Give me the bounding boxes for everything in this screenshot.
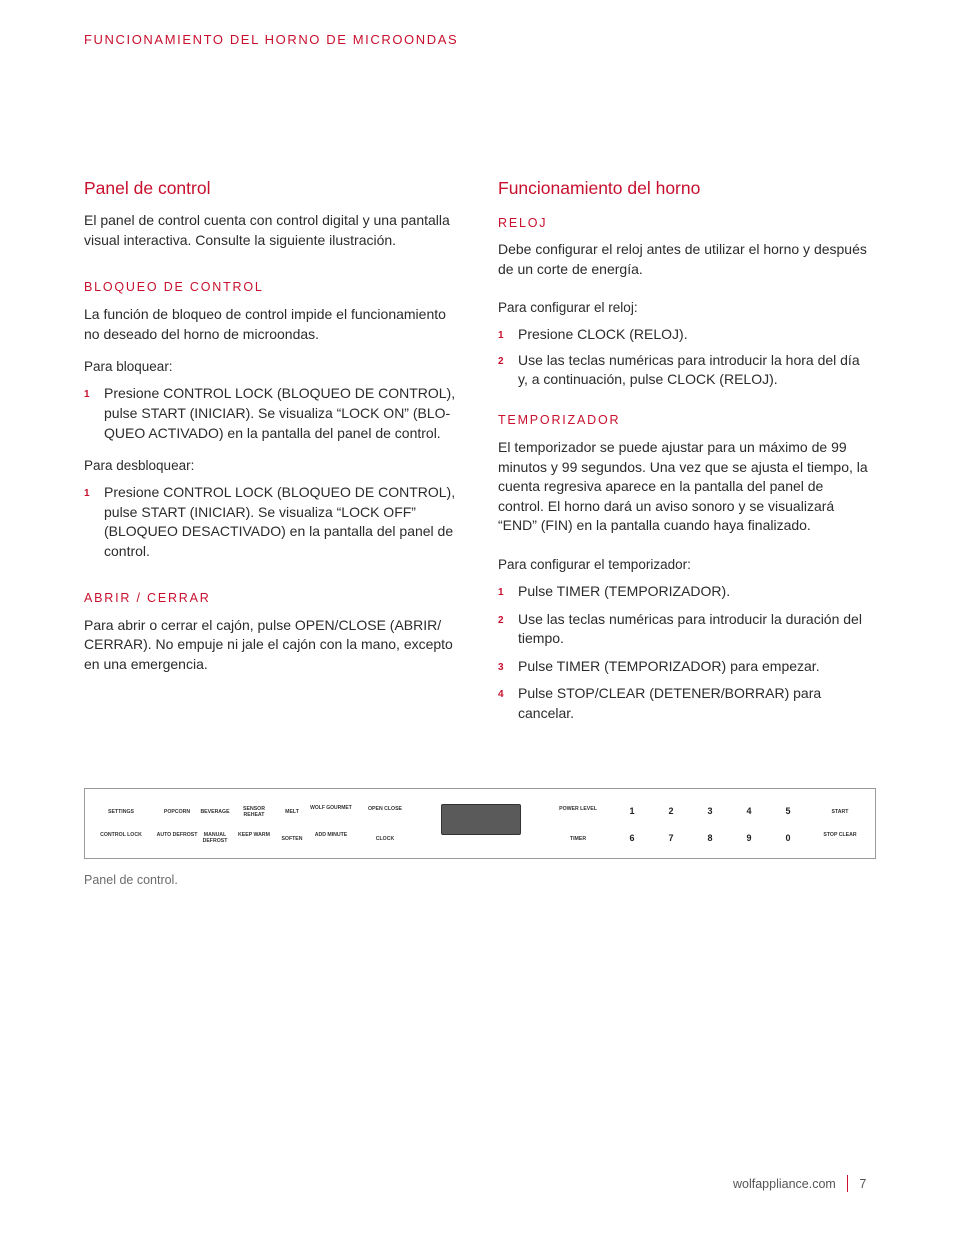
open-heading: ABRIR / CERRAR	[84, 590, 211, 605]
page-number: 7	[859, 1176, 867, 1191]
add-minute-key: ADD MINUTE	[314, 832, 348, 838]
auto-defrost-key: AUTO DEFROST	[156, 832, 198, 838]
list-item: 2 Use las teclas numéricas para introducir la duración del tiempo.	[498, 610, 862, 647]
clock-text: Debe configurar el reloj antes de utilizar el horno y después de un corte de energía.	[498, 241, 867, 277]
list-item: 3 Pulse TIMER (TEMPORIZADOR) para empezar.	[498, 657, 820, 674]
digit-key: 9	[746, 833, 752, 843]
digit-key: 2	[668, 806, 674, 816]
beverage-key: BEVERAGE	[200, 809, 230, 815]
control-lock-key: CONTROL LOCK	[100, 832, 142, 838]
melt-key: MELT	[285, 809, 299, 815]
list-item: 1 Presione CLOCK (RELOJ).	[498, 326, 688, 343]
timer-key: TIMER	[569, 836, 587, 842]
section-header: FUNCIONAMIENTO DEL HORNO DE MICROONDAS	[84, 32, 459, 47]
popcorn-key: POPCORN	[163, 809, 191, 815]
stop-clear-key: STOP CLEAR	[823, 832, 857, 838]
settings-key: SETTINGS	[108, 809, 134, 815]
figure-caption: Panel de control.	[84, 873, 178, 887]
digit-key: 5	[785, 806, 791, 816]
digit-key: 7	[668, 833, 674, 843]
digit-key: 3	[707, 806, 713, 816]
list-item: 1 Presione CONTROL LOCK (BLOQUEO DE CONTROL), pulse START (INICIAR). Se visualiza “LOCK OFF” (BLOQUEO DESACTIVADO) en la pantalla del panel de control.	[84, 484, 456, 559]
panel-title: Panel de control	[84, 178, 211, 198]
unlock-label: Para desbloquear:	[84, 458, 195, 474]
digit-key: 0	[785, 833, 791, 843]
digit-key: 8	[707, 833, 713, 843]
clock-heading: RELOJ	[498, 216, 548, 230]
digit-key: 1	[629, 806, 635, 816]
power-level-key: POWER LEVEL	[559, 806, 597, 812]
keep-warm-key: KEEP WARM	[238, 832, 270, 838]
page-footer	[733, 1175, 866, 1192]
digit-key: 4	[746, 806, 752, 816]
panel-intro: El panel de control cuenta con control digital y una pantalla visual interactiva. Consulte la siguiente ilustración.	[84, 212, 450, 248]
manual-defrost-key: MANUAL DEFROST	[202, 832, 228, 844]
open-close-key: OPEN CLOSE	[367, 806, 402, 812]
list-item: 1 Pulse TIMER (TEMPORIZADOR).	[498, 582, 731, 599]
timer-heading: TEMPORIZADOR	[498, 412, 621, 427]
left-column	[84, 176, 459, 674]
digit-key: 6	[629, 833, 635, 843]
open-text: Para abrir o cerrar el cajón, pulse OPEN/CLOSE (ABRIR/ CERRAR). No empuje ni jale el cajón con la mano, excepto en una emergencia.	[84, 616, 453, 672]
lock-steps	[84, 384, 459, 443]
lock-heading: BLOQUEO DE CONTROL	[84, 280, 264, 295]
clock-key: CLOCK	[375, 836, 395, 842]
soften-key: SOFTEN	[281, 836, 303, 842]
timer-steps	[498, 582, 873, 724]
clock-steps	[498, 325, 873, 390]
timer-text: El temporizador se puede ajustar para un máximo de 99 minutos y 99 segundos. Una vez que se ajusta el tiempo, la cuenta regresiva aparece en la pantalla del panel de control. El horno dará un aviso sonoro y se visualizará “END” (FIN) en la pantalla cuando haya finalizado.	[498, 438, 868, 534]
control-panel-illustration	[84, 788, 876, 859]
timer-label: Para configurar el temporizador:	[498, 556, 691, 572]
wolf-gourmet-key: WOLF GOURMET	[310, 805, 352, 811]
sensor-reheat-key: SENSOR REHEAT	[243, 806, 265, 818]
lock-label: Para bloquear:	[84, 359, 173, 375]
oven-title: Funcionamiento del horno	[498, 178, 701, 198]
start-key: START	[831, 809, 849, 815]
clock-label: Para configurar el reloj:	[498, 300, 638, 316]
unlock-steps	[84, 483, 459, 561]
right-column	[498, 176, 873, 724]
panel-display	[441, 804, 521, 835]
list-item: 2 Use las teclas numéricas para introducir la hora del día y, a continuación, pulse CLOCK (RELOJ).	[498, 351, 860, 388]
lock-text: La función de bloqueo de control impide el funcionamiento no deseado del horno de microondas.	[84, 306, 446, 342]
list-item: 1 Presione CONTROL LOCK (BLOQUEO DE CONTROL), pulse START (INICIAR). Se visualiza “LOCK ON” (BLO-QUEO ACTIVADO) en la pantalla del panel de control.	[84, 385, 456, 441]
footer-site[interactable]: wolfappliance.com	[733, 1176, 836, 1191]
list-item: 4 Pulse STOP/CLEAR (DETENER/BORRAR) para cancelar.	[498, 685, 822, 721]
footer-divider	[847, 1175, 849, 1192]
